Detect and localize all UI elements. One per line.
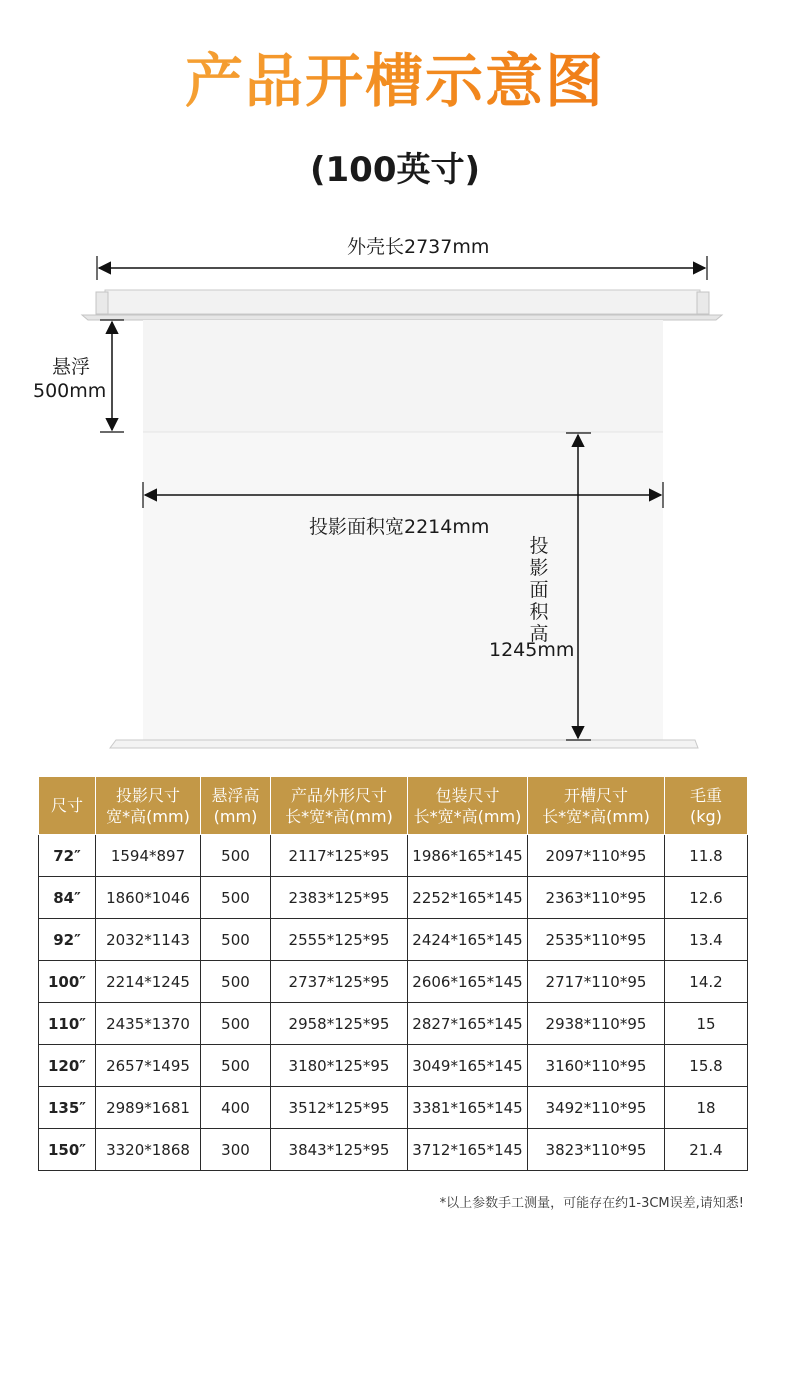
table-cell: 2827*165*145 [408,1003,528,1045]
table-cell: 1860*1046 [96,877,201,919]
table-cell: 2097*110*95 [528,835,665,877]
area-width-label: 投影面积宽2214mm [309,516,490,538]
table-cell: 2252*165*145 [408,877,528,919]
table-header-row [39,777,748,835]
table-cell: 2032*1143 [96,919,201,961]
table-cell: 2535*110*95 [528,919,665,961]
shell-length-dimension [97,256,707,280]
size-cell: 135″ [39,1087,96,1129]
table-cell: 2606*165*145 [408,961,528,1003]
header-size: 尺寸 [39,777,96,835]
table-row [39,961,748,1003]
table-cell: 11.8 [665,835,748,877]
measurement-note: *以上参数手工测量，可能存在约1-3CM误差,请知悉! [439,1196,744,1211]
table-cell: 500 [201,919,271,961]
page-title: 产品开槽示意图 [0,46,790,116]
float-dimension [100,320,124,432]
table-cell: 3512*125*95 [271,1087,408,1129]
table-cell: 2555*125*95 [271,919,408,961]
table-cell: 1594*897 [96,835,201,877]
table-cell: 500 [201,1045,271,1087]
table-row [39,877,748,919]
table-cell: 14.2 [665,961,748,1003]
float-drop-area [143,320,663,432]
size-cell: 84″ [39,877,96,919]
table-cell: 500 [201,961,271,1003]
header-product-dimensions: 产品外形尺寸 长*宽*高(mm) [271,777,408,835]
table-cell: 3160*110*95 [528,1045,665,1087]
table-cell: 2717*110*95 [528,961,665,1003]
bottom-weight-bar [110,740,698,748]
table-cell: 12.6 [665,877,748,919]
table-cell: 21.4 [665,1129,748,1171]
table-row [39,1129,748,1171]
table-row [39,835,748,877]
table-cell: 2363*110*95 [528,877,665,919]
slot-diagram [0,220,790,760]
table-row [39,1003,748,1045]
header-float-height: 悬浮高 (mm) [201,777,271,835]
table-cell: 1986*165*145 [408,835,528,877]
table-row [39,1087,748,1129]
table-cell: 2737*125*95 [271,961,408,1003]
float-label-line2: 500mm [33,380,107,402]
size-cell: 92″ [39,919,96,961]
table-cell: 400 [201,1087,271,1129]
table-cell: 300 [201,1129,271,1171]
table-cell: 15 [665,1003,748,1045]
table-cell: 3049*165*145 [408,1045,528,1087]
header-package-dimensions: 包装尺寸 长*宽*高(mm) [408,777,528,835]
area-height-value: 1245mm [489,639,575,661]
table-cell: 13.4 [665,919,748,961]
diagram-drawing [0,220,790,760]
size-cell: 150″ [39,1129,96,1171]
page-subtitle: (100英寸) [309,150,481,190]
table-cell: 2938*110*95 [528,1003,665,1045]
table-cell: 2424*165*145 [408,919,528,961]
table-cell: 18 [665,1087,748,1129]
header-slot-dimensions: 开槽尺寸 长*宽*高(mm) [528,777,665,835]
table-cell: 2117*125*95 [271,835,408,877]
size-cell: 110″ [39,1003,96,1045]
area-height-label: 投 影 面 积 高 [529,535,549,645]
header-projection-size: 投影尺寸 宽*高(mm) [96,777,201,835]
table-cell: 500 [201,877,271,919]
header-gross-weight: 毛重 (kg) [665,777,748,835]
screen-housing [82,290,722,320]
table-cell: 2383*125*95 [271,877,408,919]
float-label-line1: 悬浮 [52,356,91,378]
table-cell: 500 [201,1003,271,1045]
table-cell: 3843*125*95 [271,1129,408,1171]
table-row [39,919,748,961]
table-cell: 15.8 [665,1045,748,1087]
size-cell: 120″ [39,1045,96,1087]
table-cell: 2657*1495 [96,1045,201,1087]
table-cell: 2435*1370 [96,1003,201,1045]
spec-table [38,776,748,1171]
table-cell: 3381*165*145 [408,1087,528,1129]
table-cell: 2989*1681 [96,1087,201,1129]
table-cell: 3180*125*95 [271,1045,408,1087]
table-cell: 3712*165*145 [408,1129,528,1171]
size-cell: 72″ [39,835,96,877]
table-cell: 3823*110*95 [528,1129,665,1171]
table-cell: 500 [201,835,271,877]
table-cell: 2214*1245 [96,961,201,1003]
projection-surface [143,432,663,740]
table-cell: 3492*110*95 [528,1087,665,1129]
shell-length-label: 外壳长2737mm [347,236,490,258]
table-row [39,1045,748,1087]
table-cell: 3320*1868 [96,1129,201,1171]
table-cell: 2958*125*95 [271,1003,408,1045]
size-cell: 100″ [39,961,96,1003]
